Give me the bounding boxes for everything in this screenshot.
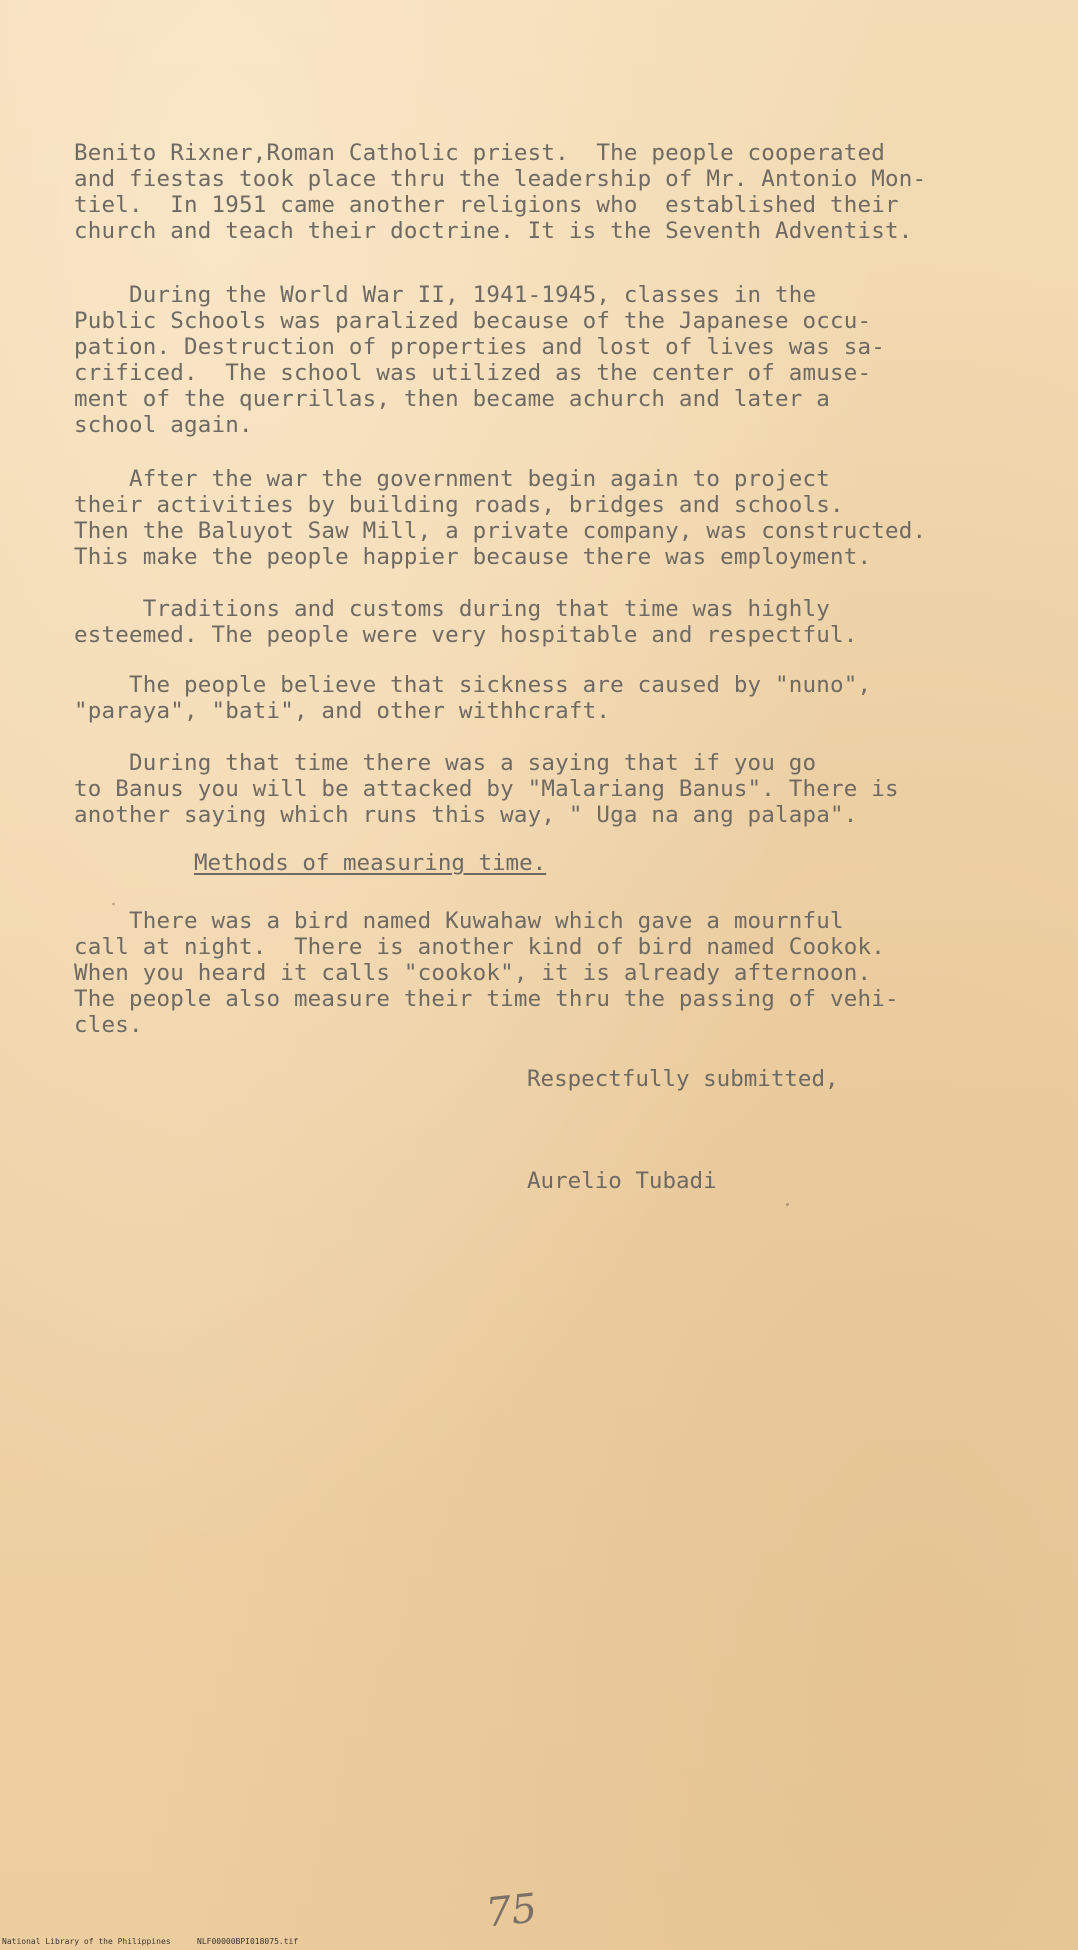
paragraph-beliefs: The people believe that sickness are caused by "nuno", "paraya", "bati", and other withhcraft. (74, 672, 872, 724)
paragraph-world-war: During the World War II, 1941-1945, classes in the Public Schools was paralized because of the Japanese occu- pation. Destruction of properties and lost of lives was sa- crificed. The school was utilized as the center of amuse- ment of the querrillas, then became achurch and later a school again. (74, 282, 886, 438)
paragraph-traditions: Traditions and customs during that time was highly esteemed. The people were very hospitable and respectful. (74, 596, 858, 648)
footer-file-name: NLF00000BPI018075.tif (197, 1937, 299, 1946)
paragraph-church-history: Benito Rixner,Roman Catholic priest. The people cooperated and fiestas took place thru the leadership of Mr. Antonio Mon- tiel. In 1951 came another religions who established their church and teach their doctrine. It is the Seventh Adventist. (74, 140, 927, 244)
signature-name: Aurelio Tubadi (527, 1168, 717, 1194)
section-heading-measuring-time: Methods of measuring time. (194, 850, 547, 876)
footer-library-name: National Library of the Philippines (2, 1937, 171, 1946)
ink-speck (786, 1203, 789, 1206)
ink-speck (112, 903, 115, 905)
closing-line: Respectfully submitted, (527, 1066, 839, 1092)
paragraph-sayings: During that time there was a saying that if you go to Banus you will be attacked by "Malariang Banus". There is another saying which runs this way, " Uga na ang palapa". (74, 750, 899, 828)
paragraph-measuring-time: There was a bird named Kuwahaw which gave a mournful call at night. There is another kind of bird named Cookok. When you heard it calls "cookok", it is already afternoon. The people also measure their time thru the passing of vehi- cles. (74, 908, 899, 1038)
handwritten-page-number: 75 (483, 1885, 540, 1937)
paragraph-after-war: After the war the government begin again to project their activities by building roads, bridges and schools. Then the Baluyot Saw Mill, a private company, was constructed. This make the people happier because there was employment. (74, 466, 927, 570)
